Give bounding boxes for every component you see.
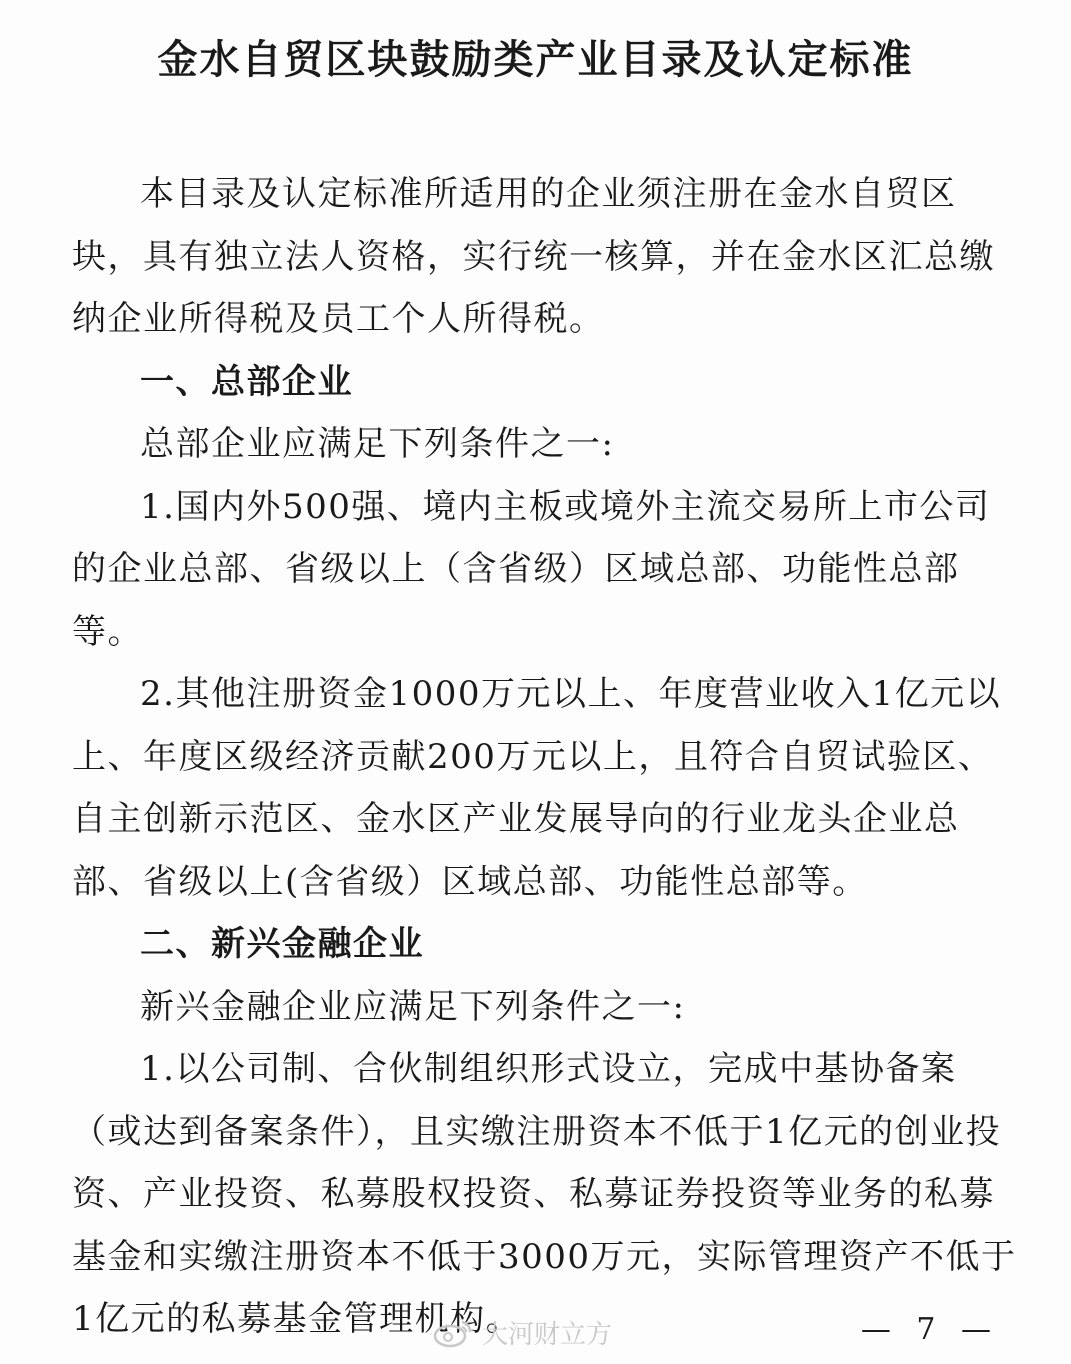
section-intro-emerging-finance: 新兴金融企业应满足下列条件之一: xyxy=(140,986,686,1027)
headquarters-condition-2: 2.其他注册资金1000万元以上、年度营业收入1亿元以上、年度区级经济贡献200万元以上，且符合自贸试验区、自主创新示范区、金水区产业发展导向的行业龙头企业总部、省级以上(含省级）区域总部、功能性总部等。 xyxy=(72,674,1002,902)
watermark-text: 大河财立方 xyxy=(482,1320,613,1350)
document-title: 金水自贸区块鼓励类产业目录及认定标准 xyxy=(157,37,914,83)
headquarters-condition-1: 1.国内外500强、境内主板或境外主流交易所上市公司的企业总部、省级以上（含省级）区域总部、功能性总部等。 xyxy=(72,486,991,652)
weibo-icon xyxy=(432,1318,474,1348)
emerging-finance-condition-1: 1.以公司制、合伙制组织形式设立，完成中基协备案（或达到备案条件），且实缴注册资本不低于1亿元的创业投资、产业投资、私募股权投资、私募证券投资等业务的私募基金和实缴注册资本不低于3000万元，实际管理资产不低于1亿元的私募基金管理机构。 xyxy=(72,1049,1017,1339)
document-body xyxy=(72,163,1020,1351)
intro-paragraph: 本目录及认定标准所适用的企业须注册在金水自贸区块，具有独立法人资格，实行统一核算，并在金水区汇总缴纳企业所得税及员工个人所得税。 xyxy=(72,174,995,339)
section-heading-headquarters: 一、总部企业 xyxy=(140,361,353,402)
page-number: — 7 — xyxy=(860,1312,999,1347)
watermark xyxy=(432,1314,612,1351)
section-heading-emerging-finance: 二、新兴金融企业 xyxy=(140,924,424,964)
section-intro-headquarters: 总部企业应满足下列条件之一: xyxy=(140,424,615,464)
page-footer xyxy=(0,1308,1071,1358)
